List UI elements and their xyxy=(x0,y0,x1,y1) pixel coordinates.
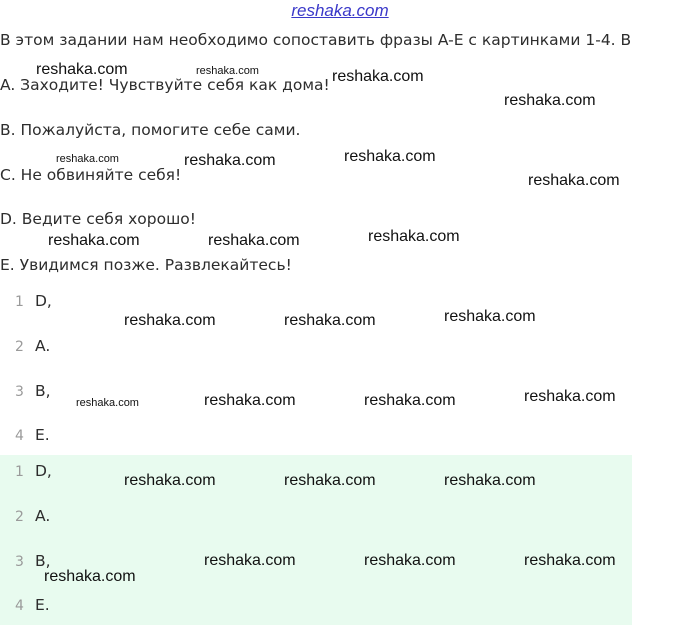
phrase-b: B. Пожалуйста, помогите себе сами. xyxy=(0,121,301,139)
watermark: reshaka.com xyxy=(184,152,276,169)
answer-number: 1 xyxy=(15,464,24,480)
answer-text: D, xyxy=(35,292,52,310)
answer-number: 3 xyxy=(15,384,24,400)
watermark: reshaka.com xyxy=(524,552,616,569)
phrase-a: A. Заходите! Чувствуйте себя как дома! xyxy=(0,76,330,94)
intro-text: В этом задании нам необходимо сопоставить фразы A-E с картинками 1-4. В xyxy=(0,31,632,49)
answer-text: E. xyxy=(35,596,50,614)
watermark: reshaka.com xyxy=(44,568,136,585)
answer-number: 2 xyxy=(15,509,24,525)
watermark: reshaka.com xyxy=(524,388,616,405)
phrase-c: C. Не обвиняйте себя! xyxy=(0,166,182,184)
phrase-e: E. Увидимся позже. Развлекайтесь! xyxy=(0,256,292,274)
watermark: reshaka.com xyxy=(444,472,536,489)
answer-text: B, xyxy=(35,382,51,400)
answer-number: 1 xyxy=(15,294,24,310)
answer-text: D, xyxy=(35,462,52,480)
watermark: reshaka.com xyxy=(124,312,216,329)
answer-number: 4 xyxy=(15,598,24,614)
watermark: reshaka.com xyxy=(444,308,536,325)
watermark: reshaka.com xyxy=(56,153,119,165)
watermark: reshaka.com xyxy=(528,172,620,189)
answer-text: A. xyxy=(35,507,51,525)
answer-text: E. xyxy=(35,426,50,444)
answer-number: 4 xyxy=(15,428,24,444)
answer-text: A. xyxy=(35,337,51,355)
watermark: reshaka.com xyxy=(364,392,456,409)
watermark: reshaka.com xyxy=(332,68,424,85)
watermark: reshaka.com xyxy=(48,232,140,249)
watermark: reshaka.com xyxy=(504,92,596,109)
answer-number: 2 xyxy=(15,339,24,355)
answer-text: B, xyxy=(35,552,51,570)
watermark: reshaka.com xyxy=(368,228,460,245)
watermark: reshaka.com xyxy=(284,312,376,329)
site-logo[interactable]: reshaka.com xyxy=(291,1,389,20)
watermark: reshaka.com xyxy=(204,392,296,409)
watermark: reshaka.com xyxy=(36,61,128,78)
watermark: reshaka.com xyxy=(364,552,456,569)
watermark: reshaka.com xyxy=(204,552,296,569)
phrase-d: D. Ведите себя хорошо! xyxy=(0,210,196,228)
watermark: reshaka.com xyxy=(208,232,300,249)
answer-number: 3 xyxy=(15,554,24,570)
watermark: reshaka.com xyxy=(344,148,436,165)
watermark: reshaka.com xyxy=(196,65,259,77)
watermark: reshaka.com xyxy=(76,397,139,409)
watermark: reshaka.com xyxy=(124,472,216,489)
watermark: reshaka.com xyxy=(284,472,376,489)
